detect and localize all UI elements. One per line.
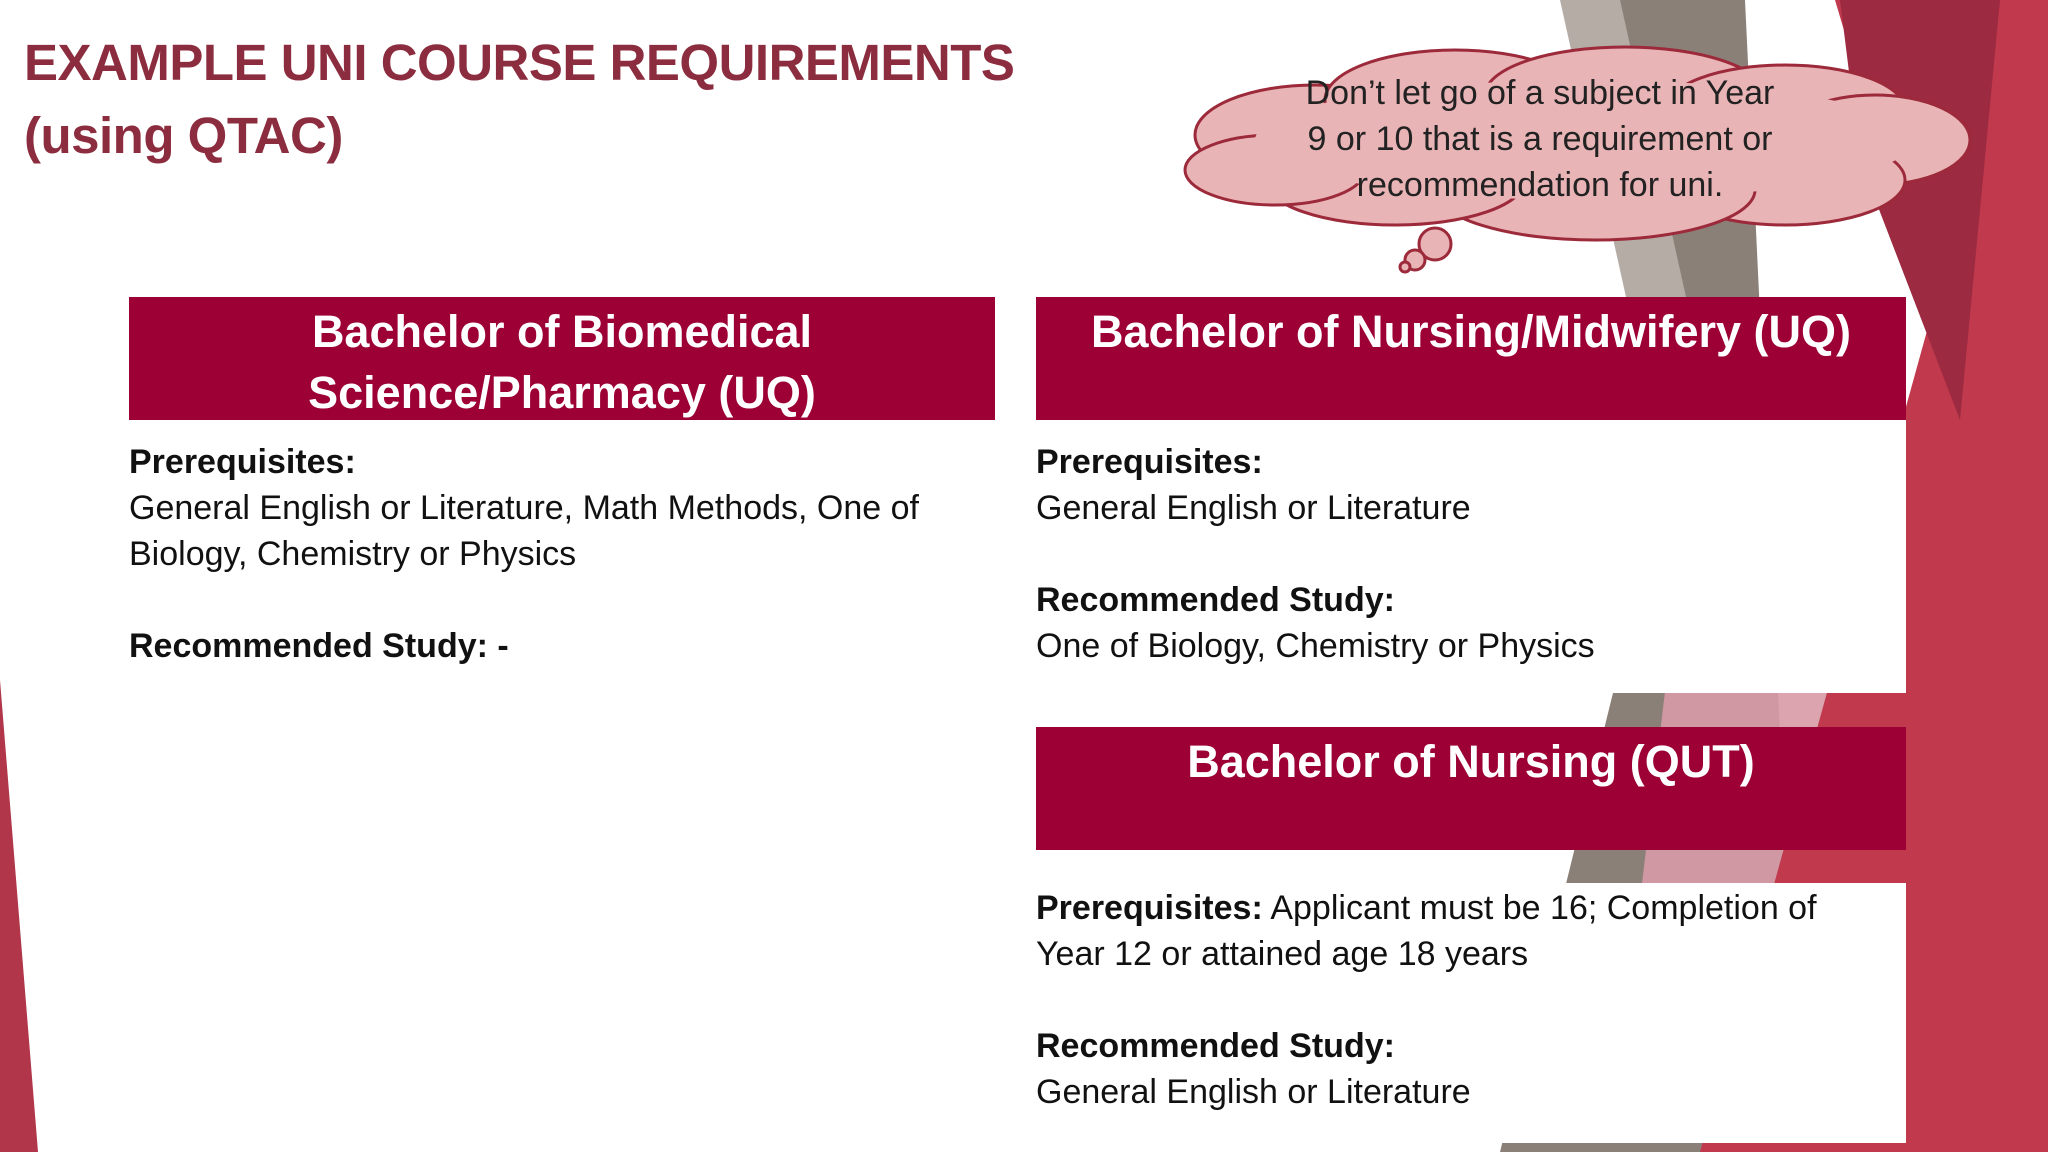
- course-details-nursing-qut: [1036, 885, 1896, 1115]
- slide-title-line1: EXAMPLE UNI COURSE REQUIREMENTS: [24, 34, 1015, 91]
- thought-bubble-text: [1270, 70, 1810, 208]
- prerequisites-value-line1: Applicant must be 16; Completion of: [1262, 889, 1817, 927]
- slide-title: [24, 26, 1014, 172]
- course-header-nursing-midwifery: [1036, 297, 1906, 420]
- course-header-biomedical: [129, 297, 995, 420]
- course-header-biomedical-line2: Science/Pharmacy (UQ): [308, 367, 816, 418]
- recommended-study-value: One of Biology, Chemistry or Physics: [1036, 627, 1595, 665]
- recommended-study-label: Recommended Study:: [1036, 581, 1395, 619]
- course-header-nursing-qut-title: Bachelor of Nursing (QUT): [1187, 736, 1755, 787]
- course-header-nursing-midwifery-title: Bachelor of Nursing/Midwifery (UQ): [1090, 306, 1852, 357]
- decor-shape-red-left: [0, 680, 38, 1152]
- prerequisites-label: Prerequisites:: [1036, 443, 1263, 481]
- recommended-study-value: General English or Literature: [1036, 1073, 1471, 1111]
- course-header-biomedical-line1: Bachelor of Biomedical: [311, 306, 813, 357]
- prerequisites-value-line2: Year 12 or attained age 18 years: [1036, 935, 1529, 973]
- prerequisites-label: Prerequisites:: [129, 443, 356, 481]
- prerequisites-value-line2: Biology, Chemistry or Physics: [129, 535, 577, 573]
- prerequisites-line1: [1036, 885, 1896, 931]
- course-details-nursing-midwifery: [1036, 439, 1896, 669]
- prerequisites-label: Prerequisites:: [1036, 889, 1263, 927]
- thought-bubble-line1: Don’t let go of a subject in Year: [1305, 74, 1775, 112]
- course-header-nursing-qut: [1036, 727, 1906, 850]
- recommended-study-label: Recommended Study:: [1036, 1027, 1395, 1065]
- thought-bubble-dots: [1400, 228, 1451, 272]
- thought-bubble-line3: recommendation for uni.: [1356, 166, 1724, 204]
- prerequisites-value-line1: General English or Literature, Math Methods, One of: [129, 489, 919, 527]
- course-details-biomedical: [129, 439, 1009, 669]
- slide-title-line2: (using QTAC): [24, 107, 343, 164]
- prerequisites-value: General English or Literature: [1036, 489, 1471, 527]
- thought-bubble-line2: 9 or 10 that is a requirement or: [1307, 120, 1773, 158]
- recommended-study-label: Recommended Study: -: [129, 627, 509, 665]
